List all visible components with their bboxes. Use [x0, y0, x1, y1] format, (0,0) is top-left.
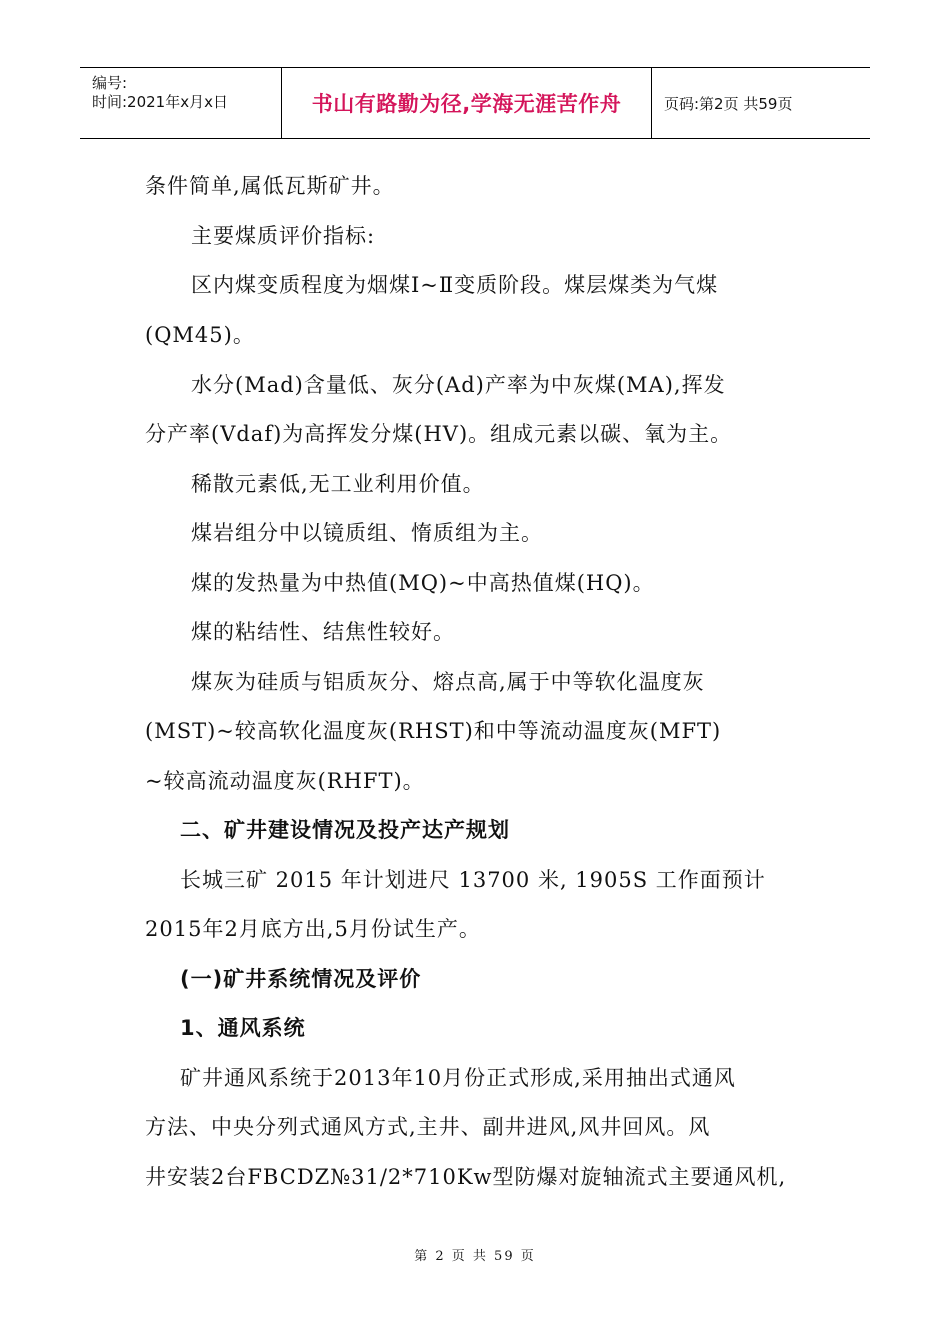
body-line: 稀散元素低,无工业利用价值。 [191, 472, 485, 496]
body-line: 区内煤变质程度为烟煤Ⅰ~Ⅱ变质阶段。煤层煤类为气煤 [191, 273, 719, 297]
body-line: 煤灰为硅质与铝质灰分、熔点高,属于中等软化温度灰 [191, 670, 705, 694]
motto-text: 书山有路勤为径,学海无涯苦作舟 [311, 92, 622, 116]
body-line: 煤的发热量为中热值(MQ)~中高热值煤(HQ)。 [191, 571, 655, 595]
body-line: 井安装2台FBCDZ№31/2*710Kw型防爆对旋轴流式主要通风机, [145, 1165, 787, 1189]
number-label: 编号: [92, 74, 128, 92]
body-line: 方法、中央分列式通风方式,主井、副井进风,风井回风。风 [145, 1115, 711, 1139]
time-label: 时间:2021年x月x日 [92, 93, 228, 111]
body-line: 条件简单,属低瓦斯矿井。 [145, 174, 395, 198]
body-line: 煤的粘结性、结焦性较好。 [191, 620, 455, 644]
body-line: 主要煤质评价指标: [191, 224, 376, 248]
body-line: 分产率(Vdaf)为高挥发分煤(HV)。组成元素以碳、氧为主。 [145, 422, 733, 446]
body-line: (MST)~较高软化温度灰(RHST)和中等流动温度灰(MFT) [145, 719, 722, 743]
body-line: 长城三矿 2015 年计划进尺 13700 米, 1905S 工作面预计 [180, 868, 766, 892]
page-footer: 第 2 页 共 59 页 [414, 1249, 536, 1264]
body-line: 水分(Mad)含量低、灰分(Ad)产率为中灰煤(MA),挥发 [191, 373, 726, 397]
header-motto [282, 68, 652, 138]
subsection-heading: (一)矿井系统情况及评价 [180, 967, 422, 991]
body-line: (QM45)。 [145, 323, 255, 347]
body-line: 矿井通风系统于2013年10月份正式形成,采用抽出式通风 [180, 1066, 736, 1090]
section-heading: 二、矿井建设情况及投产达产规划 [180, 818, 510, 842]
body-line: 煤岩组分中以镜质组、惰质组为主。 [191, 521, 543, 545]
header-page-code: 页码:第2页 共59页 [664, 94, 793, 113]
page-header [80, 67, 870, 139]
body-line: 2015年2月底方出,5月份试生产。 [145, 917, 481, 941]
subsection-heading: 1、通风系统 [180, 1016, 306, 1040]
body-line: ~较高流动温度灰(RHFT)。 [145, 769, 425, 793]
header-meta [80, 68, 282, 138]
